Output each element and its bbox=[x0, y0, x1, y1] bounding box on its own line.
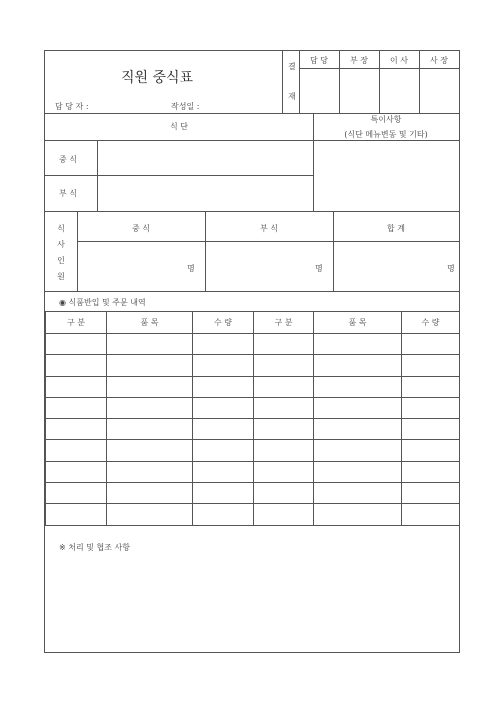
form-title: 직원 중식표 bbox=[121, 70, 194, 86]
menu-header: 식 단 bbox=[170, 122, 188, 131]
meal-form bbox=[44, 50, 460, 653]
header-item: 품 목 bbox=[107, 312, 193, 334]
table-row bbox=[46, 461, 460, 482]
headcount-col-lunch: 중 식 bbox=[132, 224, 150, 233]
approval-label-bottom: 재 bbox=[288, 92, 296, 101]
headcount-col-side: 부 식 bbox=[260, 224, 278, 233]
table-row bbox=[46, 440, 460, 461]
header-item: 품 목 bbox=[314, 312, 402, 334]
table-row bbox=[46, 376, 460, 397]
approval-role-president: 사 장 bbox=[430, 56, 448, 65]
order-table-header bbox=[46, 312, 460, 334]
table-row bbox=[46, 397, 460, 418]
headcount-col-total: 합 계 bbox=[387, 224, 405, 233]
approval-role-director: 이 사 bbox=[390, 56, 408, 65]
table-row bbox=[46, 419, 460, 440]
date-label: 작성일 : bbox=[171, 102, 200, 111]
table-row bbox=[46, 355, 460, 376]
table-row bbox=[46, 504, 460, 525]
headcount-side-label: 식 사 인 원 bbox=[57, 224, 65, 281]
writer-label: 담 당 자 : bbox=[55, 102, 89, 111]
table-row bbox=[46, 334, 460, 355]
menu-row-lunch: 중 식 bbox=[59, 155, 77, 164]
order-table bbox=[45, 311, 460, 526]
header-category: 구 분 bbox=[254, 312, 314, 334]
table-row bbox=[46, 483, 460, 504]
notes-title: 특이사항 bbox=[370, 115, 402, 124]
order-section-title: ◉ 식품반입 및 주문 내역 bbox=[59, 298, 146, 307]
approval-label-top: 결 bbox=[288, 62, 296, 71]
approval-role-chief: 부 장 bbox=[350, 56, 368, 65]
header-category: 구 분 bbox=[46, 312, 107, 334]
header-qty: 수 량 bbox=[193, 312, 254, 334]
menu-row-side: 부 식 bbox=[59, 189, 77, 198]
headcount-unit-total: 명 bbox=[447, 264, 455, 273]
notes-subtitle: (식단 메뉴변동 및 기타) bbox=[344, 130, 428, 139]
approval-role-manager: 담 당 bbox=[310, 56, 328, 65]
remarks-label: ※ 처리 및 협조 사항 bbox=[59, 543, 130, 552]
header-qty: 수 량 bbox=[402, 312, 460, 334]
headcount-unit-lunch: 명 bbox=[187, 264, 195, 273]
headcount-unit-side: 명 bbox=[315, 264, 323, 273]
